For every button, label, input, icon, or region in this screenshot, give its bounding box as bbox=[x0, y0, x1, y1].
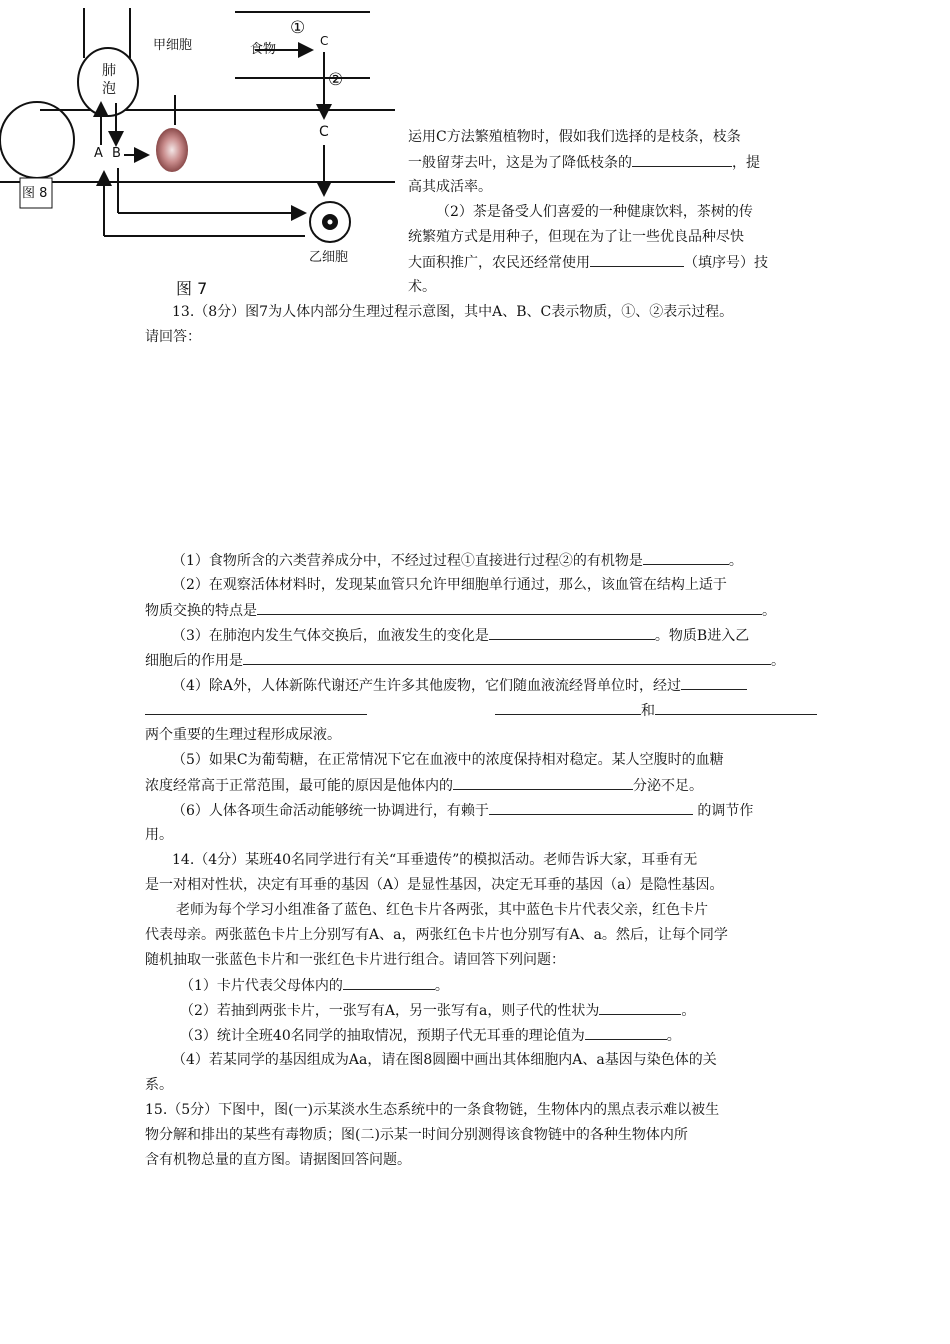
q13-sub6: （6）人体各项生命活动能够统一协调进行，有赖于 的调节作 bbox=[172, 800, 753, 821]
figure-8-circle bbox=[0, 102, 74, 178]
q14-sub4: （4）若某同学的基因组成为Aa，请在图8圆圈中画出其体细胞内A、a基因与染色体的关 bbox=[172, 1052, 717, 1068]
substance-c-top-label: C bbox=[320, 34, 329, 48]
text-line: 高其成活率。 bbox=[408, 179, 492, 195]
food-label: 食物 bbox=[250, 42, 277, 57]
q13-intro: 请回答： bbox=[145, 329, 201, 345]
q15-text: 15.（5分）下图中，图(一)示某淡水生态系统中的一条食物链，生物体内的黑点表示难以被生 bbox=[145, 1102, 720, 1118]
q14-sub1: （1）卡片代表父母体内的 。 bbox=[180, 975, 449, 996]
q14-sub2: （2）若抽到两张卡片，一张写有A，另一张写有a，则子代的性状为 。 bbox=[180, 1000, 695, 1021]
q14-text: 是一对相对性状，决定有耳垂的基因（A）是显性基因，决定无耳垂的基因（a）是隐性基因。 bbox=[145, 877, 724, 893]
q13-sub1: （1）食物所含的六类营养成分中，不经过过程①直接进行过程②的有机物是 。 bbox=[172, 550, 743, 571]
q15-text: 物分解和排出的某些有毒物质；图(二)示某一时间分别测得该食物链中的各种生物体内所 bbox=[145, 1127, 688, 1143]
q15-text: 含有机物总量的直方图。请据图回答问题。 bbox=[145, 1152, 411, 1168]
figure-7-diagram bbox=[0, 0, 400, 300]
q13-sub5: （5）如果C为葡萄糖，在正常情况下它在血液中的浓度保持相对稳定。某人空腹时的血糖 bbox=[172, 752, 724, 768]
process-2-label: ② bbox=[328, 70, 344, 90]
q13-sub6: 用。 bbox=[145, 827, 173, 843]
q13-sub4: 两个重要的生理过程形成尿液。 bbox=[145, 727, 341, 743]
text-line: 统繁殖方式是用种子，但现在为了让一些优良品种尽快 bbox=[408, 229, 744, 245]
text-line: 大面积推广，农民还经常使用 （填序号）技 bbox=[408, 252, 768, 273]
process-1-label: ① bbox=[290, 18, 306, 38]
text-line: 运用C方法繁殖植物时，假如我们选择的是枝条，枝条 bbox=[408, 129, 741, 145]
q13-sub2: （2）在观察活体材料时，发现某血管只允许甲细胞单行通过，那么，该血管在结构上适于 bbox=[172, 577, 727, 593]
q14-sub3: （3）统计全班40名同学的抽取情况，预期子代无耳垂的理论值为 。 bbox=[180, 1025, 681, 1046]
alveolus-label: 肺 泡 bbox=[102, 63, 116, 97]
q14-sub4: 系。 bbox=[145, 1077, 173, 1093]
text-line: 术。 bbox=[408, 279, 436, 295]
q13-sub2: 物质交换的特点是 。 bbox=[145, 600, 776, 621]
figure-8-caption: 图 8 bbox=[22, 186, 48, 201]
q13-sub3: 细胞后的作用是 。 bbox=[145, 650, 785, 671]
q14-text: 14.（4分）某班40名同学进行有关“耳垂遗传”的模拟活动。老师告诉大家，耳垂有无 bbox=[172, 852, 698, 868]
q13-sub3: （3）在肺泡内发生气体交换后，血液发生的变化是 。物质B进入乙 bbox=[172, 625, 749, 646]
q13-sub5: 浓度经常高于正常范围，最可能的原因是他体内的 分泌不足。 bbox=[145, 775, 703, 796]
q13-sub4: 和 bbox=[145, 700, 825, 721]
cell-b-label: 乙细胞 bbox=[309, 250, 349, 265]
substance-a-label: A bbox=[94, 146, 103, 161]
cell-a-label: 甲细胞 bbox=[153, 38, 193, 53]
text-line: 一般留芽去叶，这是为了降低枝条的 ，提 bbox=[408, 152, 760, 173]
q13-sub4: （4）除A外，人体新陈代谢还产生许多其他废物，它们随血液流经肾单位时，经过 bbox=[172, 675, 747, 696]
q13-intro: 13.（8分）图7为人体内部分生理过程示意图，其中A、B、C表示物质，①、②表示过程。 bbox=[172, 304, 734, 320]
substance-c-label: C bbox=[319, 124, 329, 140]
text-line: （2）茶是备受人们喜爱的一种健康饮料，茶树的传 bbox=[436, 204, 753, 220]
q14-text: 老师为每个学习小组准备了蓝色、红色卡片各两张，其中蓝色卡片代表父亲，红色卡片 bbox=[176, 902, 708, 918]
red-blood-cell bbox=[156, 128, 188, 172]
figure-7-caption: 图 7 bbox=[176, 279, 208, 298]
q14-text: 代表母亲。两张蓝色卡片上分别写有A、a，两张红色卡片也分别写有A、a。然后，让每个同学 bbox=[145, 927, 728, 943]
substance-b-label: B bbox=[112, 146, 121, 161]
q14-text: 随机抽取一张蓝色卡片和一张红色卡片进行组合。请回答下列问题： bbox=[145, 952, 565, 968]
